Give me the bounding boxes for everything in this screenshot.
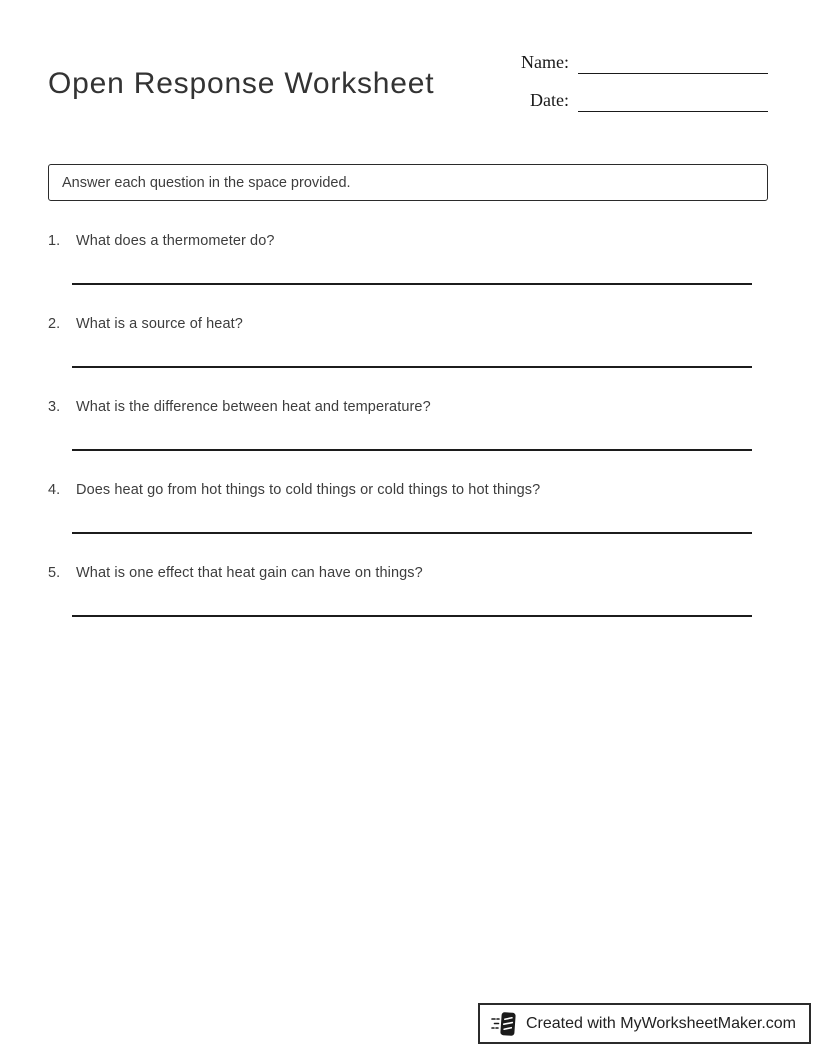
question-item xyxy=(48,397,768,451)
answer-blank-line xyxy=(72,615,752,617)
question-number: 4. xyxy=(48,482,61,498)
credit-text: Created with MyWorksheetMaker.com xyxy=(525,1014,796,1032)
name-label: Name: xyxy=(521,52,569,72)
question-item xyxy=(48,231,768,285)
answer-blank-line xyxy=(72,283,752,285)
instructions-text: Answer each question in the space provided. xyxy=(62,174,351,191)
question-item xyxy=(48,314,768,368)
credit-badge[interactable] xyxy=(478,1003,811,1044)
question-number: 5. xyxy=(48,565,61,581)
question-item xyxy=(48,563,768,617)
date-blank-line xyxy=(578,90,768,112)
question-text: What is the difference between heat and temperature? xyxy=(76,399,431,415)
flying-worksheet-icon xyxy=(491,1010,518,1038)
instructions-box xyxy=(48,164,768,201)
questions-list xyxy=(48,231,768,646)
question-number: 2. xyxy=(48,316,61,332)
name-blank-line xyxy=(578,52,768,74)
question-row xyxy=(48,397,768,418)
question-text: What is one effect that heat gain can have on things? xyxy=(76,565,423,581)
question-row xyxy=(48,563,768,584)
question-text: What does a thermometer do? xyxy=(76,233,275,249)
question-row xyxy=(48,480,768,501)
page-title: Open Response Worksheet xyxy=(48,67,435,101)
answer-blank-line xyxy=(72,366,752,368)
question-number: 1. xyxy=(48,233,61,249)
question-text: What is a source of heat? xyxy=(76,316,243,332)
question-row xyxy=(48,231,768,252)
question-item xyxy=(48,480,768,534)
answer-blank-line xyxy=(72,532,752,534)
name-date-block xyxy=(521,50,768,126)
date-label: Date: xyxy=(530,90,569,110)
question-text: Does heat go from hot things to cold things or cold things to hot things? xyxy=(76,482,541,498)
date-row xyxy=(521,88,768,112)
name-row xyxy=(521,50,768,74)
question-row xyxy=(48,314,768,335)
question-number: 3. xyxy=(48,399,61,415)
answer-blank-line xyxy=(72,449,752,451)
